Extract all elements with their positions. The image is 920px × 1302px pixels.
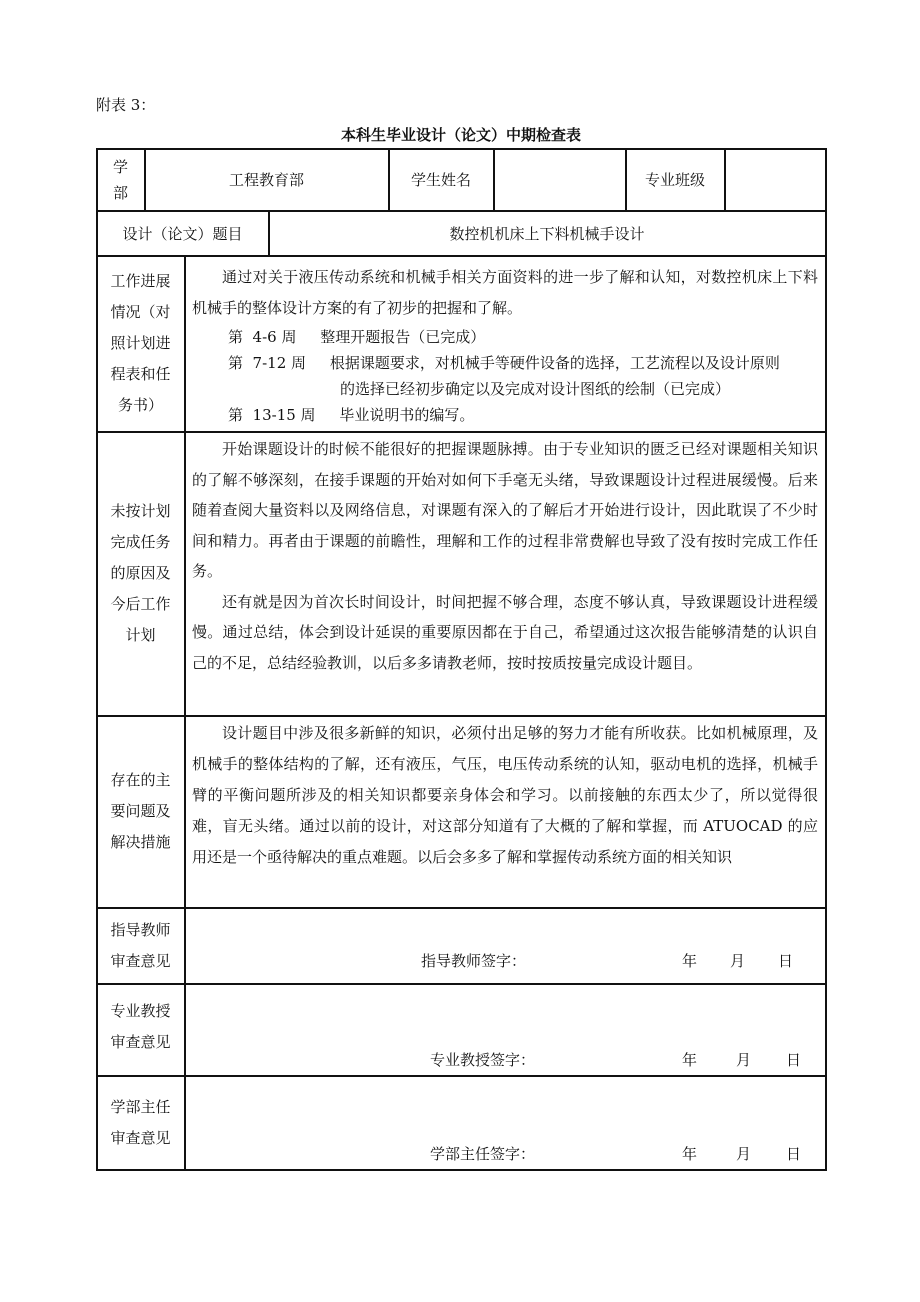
- progress-week-1: 第 4-6 周 整理开题报告（已完成）: [228, 328, 486, 346]
- advisor-label: 指导教师 审查意见: [110, 920, 171, 970]
- advisor-day: 日: [778, 952, 794, 970]
- dept-value: 工程教育部: [228, 171, 304, 189]
- director-sign-label: 学部主任签字：: [430, 1145, 536, 1163]
- professor-sign-label: 专业教授签字：: [430, 1051, 536, 1069]
- progress-content: [192, 262, 818, 428]
- problems-para: 设计题目中涉及很多新鲜的知识，必须付出足够的努力才能有所收获。比如机械原理，及机械手的整体结构的了解，还有液压，气压，电压传动系统的认知，驱动电机的选择，机械手臂的平衡问题所涉及的相关知识都要亲身体会和学习。以前接触的东西太少了，所以觉得很难，盲无头绪。通过以前的设计，对这部分知道有了大概的了解和掌握，而 ATUOCAD 的应用还是一个亟待解决的重点难题。以后会多多了解和掌握传动系统方面的相关知识: [192, 724, 818, 866]
- progress-label: 工作进展 情况（对 照计划进 程表和任 务书）: [110, 272, 171, 414]
- problems-content: [192, 718, 818, 873]
- reasons-label: 未按计划 完成任务 的原因及 今后工作 计划: [110, 502, 171, 644]
- director-year: 年: [682, 1145, 698, 1163]
- director-label: 学部主任 审查意见: [110, 1098, 171, 1147]
- progress-week-2: 第 7-12 周 根据课题要求，对机械手等硬件设备的选择，工艺流程以及设计原则: [228, 354, 780, 372]
- class-label: 专业班级: [644, 171, 705, 189]
- professor-label: 专业教授 审查意见: [110, 1002, 171, 1051]
- student-name-label: 学生姓名: [410, 171, 471, 189]
- reasons-para-1: 开始课题设计的时候不能很好的把握课题脉搏。由于专业知识的匮乏已经对课题相关知识的了解不够深刻，在接手课题的开始对如何下手毫无头绪，导致课题设计过程进展缓慢。后来随着查阅大量资料以及网络信息，对课题有深入的了解后才开始进行设计，因此耽误了不少时间和精力。再者由于课题的前瞻性，理解和工作的过程非常费解也导致了没有按时完成工作任务。: [192, 440, 818, 580]
- student-name-value: [494, 149, 625, 210]
- reasons-content: [192, 434, 818, 678]
- class-value: [725, 149, 825, 210]
- dept-label: 学 部: [112, 157, 128, 202]
- appendix-label: 附表 3：: [96, 96, 156, 114]
- progress-week-3: 第 13-15 周 毕业说明书的编写。: [228, 406, 475, 424]
- topic-label: 设计（论文）题目: [122, 224, 243, 243]
- reasons-para-2: 还有就是因为首次长时间设计，时间把握不够合理，态度不够认真，导致课题设计进程缓慢。通过总结，体会到设计延误的重要原因都在于自己，希望通过这次报告能够清楚的认识自己的不足，总结经验教训，以后多多请教老师，按时按质按量完成设计题目。: [192, 592, 818, 672]
- progress-week-2-cont: 的选择已经初步确定以及完成对设计图纸的绘制（已完成）: [340, 380, 731, 398]
- advisor-month: 月: [730, 952, 746, 970]
- director-day: 日: [786, 1145, 802, 1163]
- problems-label: 存在的主 要问题及 解决措施: [110, 771, 171, 851]
- professor-day: 日: [786, 1051, 802, 1069]
- director-month: 月: [736, 1145, 752, 1163]
- document-title: 本科生毕业设计（论文）中期检查表: [340, 126, 581, 144]
- advisor-year: 年: [682, 952, 698, 970]
- progress-intro: 通过对关于液压传动系统和机械手相关方面资料的进一步了解和认知，对数控机床上下料机械手的整体设计方案的有了初步的把握和了解。: [192, 268, 818, 317]
- topic-value: 数控机机床上下料机械手设计: [449, 224, 645, 243]
- advisor-sign-label: 指导教师签字：: [421, 952, 527, 970]
- professor-year: 年: [682, 1051, 698, 1069]
- professor-month: 月: [736, 1051, 752, 1069]
